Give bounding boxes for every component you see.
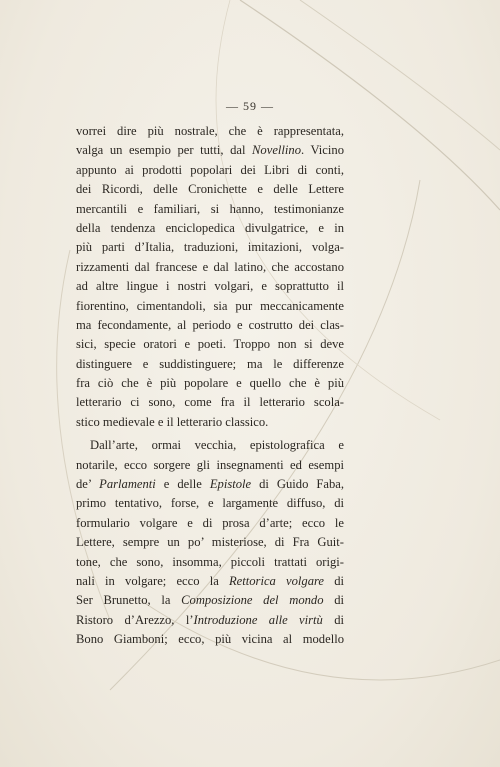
- text-line: letterario ci sono, come fra il letterario scola-: [76, 395, 344, 410]
- text-line: stico medievale e il letterario classico.: [76, 414, 269, 429]
- body-text: [76, 122, 344, 650]
- text-line: della tendenza enciclopedica divulgatrice, e in: [76, 220, 344, 235]
- text-line: sici, specie oratori e poeti. Troppo non si deve: [76, 337, 344, 352]
- text-line: Ristoro d’Arezzo, l’Introduzione alle virtù di: [76, 612, 344, 627]
- text-line: distinguere e suddistinguere; ma le differenze: [76, 356, 344, 371]
- text-line: Ser Brunetto, la Composizione del mondo di: [76, 593, 344, 608]
- text-line: appunto ai prodotti popolari dei Libri di conti,: [76, 162, 344, 177]
- text-line: ad altre lingue i nostri volgari, e soprattutto il: [76, 279, 344, 294]
- text-line: valga un esempio per tutti, dal Novellino. Vicino: [76, 143, 344, 158]
- text-line: Lettere, sempre un po’ misteriose, di Fra Guit-: [76, 535, 344, 550]
- text-line: vorrei dire più nostrale, che è rappresentata,: [76, 124, 344, 138]
- text-line: de’ Parlamenti e delle Epistole di Guido Faba,: [76, 477, 344, 492]
- text-line: nali in volgare; ecco la Rettorica volgare di: [76, 573, 345, 588]
- text-line: tone, che sono, insomma, piccoli trattati origi-: [76, 554, 344, 569]
- text-line: Bono Giamboni; ecco, più vicina al modello: [76, 632, 344, 647]
- text-line: fra ciò che è più popolare e quello che è più: [76, 376, 344, 391]
- text-line: Dall’arte, ormai vecchia, epistolografica e: [90, 438, 344, 453]
- text-line: rizzamenti dal francese e dal latino, che accostano: [76, 259, 344, 274]
- text-line: mercantili e familiari, si hanno, testimonianze: [76, 201, 344, 216]
- text-line: formulario volgare e di prosa d’arte; ecco le: [76, 515, 344, 530]
- paragraph-2: [76, 436, 344, 649]
- text-line: dei Ricordi, delle Cronichette e delle Lettere: [76, 182, 344, 197]
- text-line: più parti d’Italia, traduzioni, imitazioni, volga-: [76, 240, 344, 255]
- text-line: primo tentativo, forse, e largamente diffuso, di: [76, 496, 344, 511]
- page-number: — 59 —: [226, 99, 274, 113]
- text-line: fiorentino, cimentandoli, sia pur meccanicamente: [76, 298, 344, 313]
- text-line: ma fecondamente, al periodo e costrutto dei clas-: [76, 317, 344, 332]
- paragraph-1: [76, 122, 344, 432]
- text-line: notarile, ecco sorgere gli insegnamenti ed esempi: [76, 457, 344, 472]
